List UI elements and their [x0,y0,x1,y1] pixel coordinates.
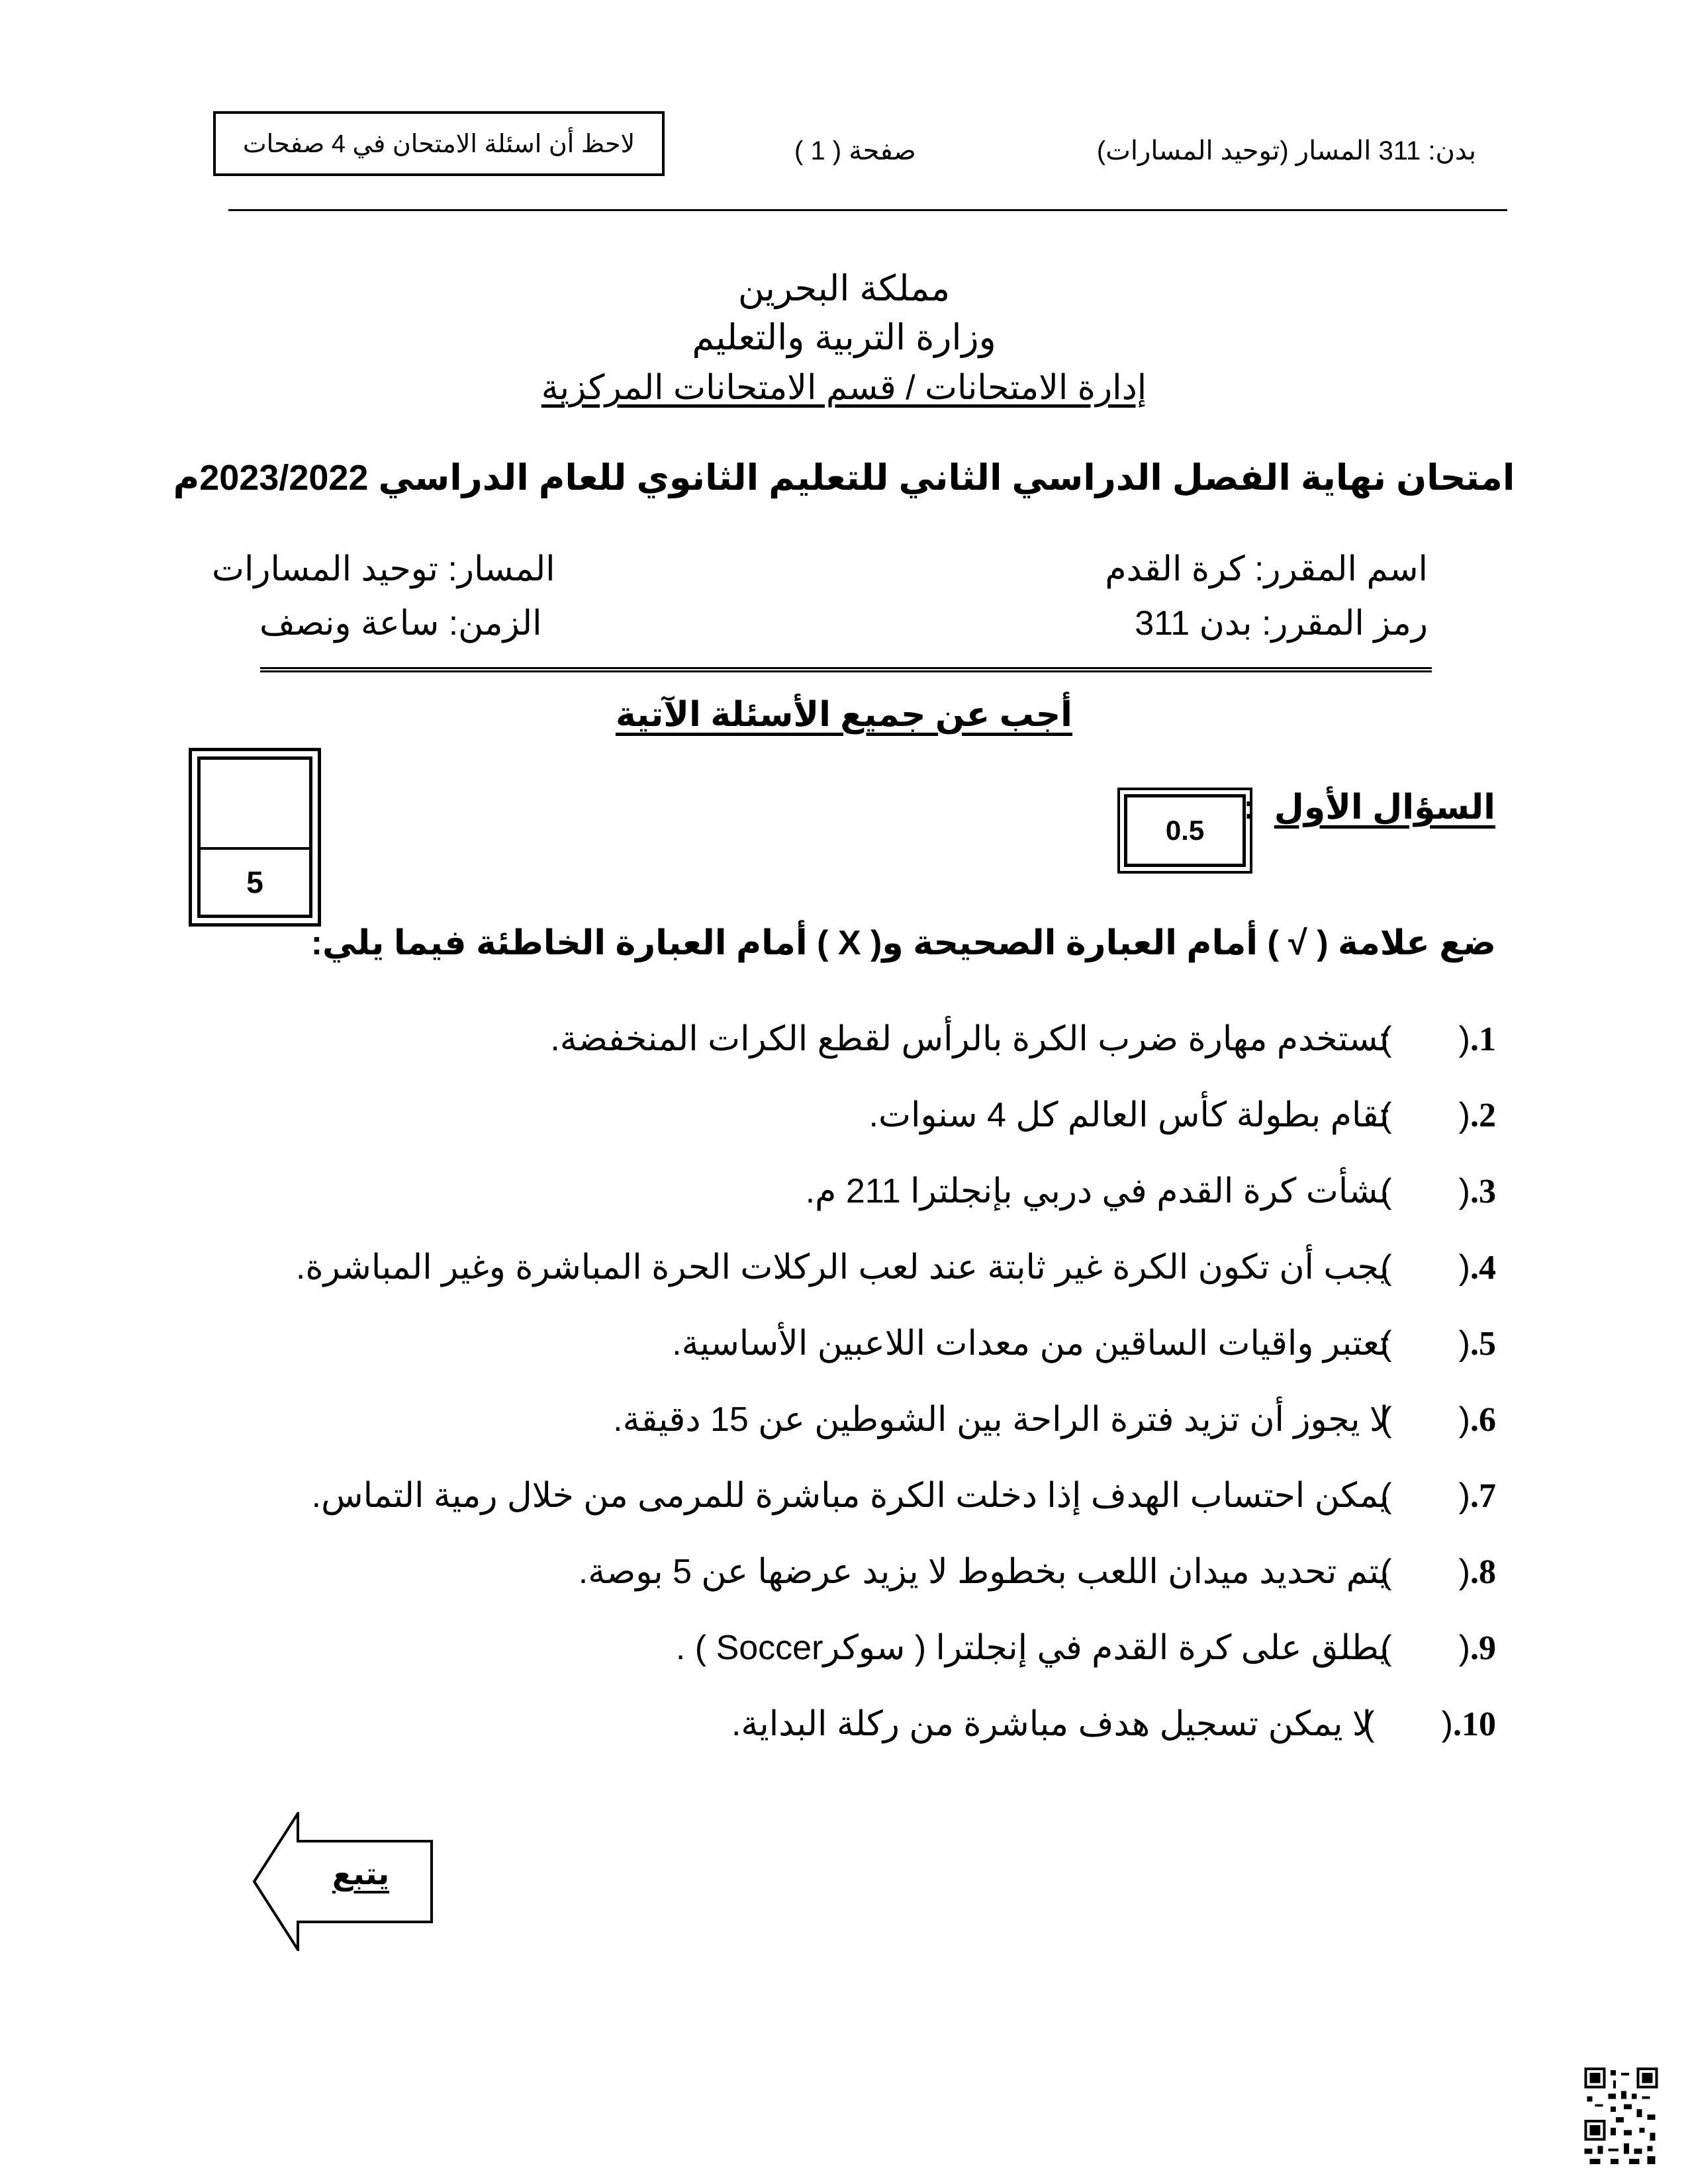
statement-item [676,1628,1496,1668]
statement-item [312,1476,1496,1516]
course-code: رمز المقرر: بدن 311 [1135,604,1428,643]
qr-code-icon [1584,2068,1658,2167]
answer-blank[interactable]: ( ) [1380,1477,1470,1515]
exam-time: الزمن: ساعة ونصف [259,604,542,643]
exam-title: امتحان نهاية الفصل الدراسي الثاني للتعليم الثانوي للعام الدراسي 2023/2022م [173,458,1515,498]
double-divider [260,667,1432,672]
statement-text: تقام بطولة كأس العالم كل 4 سنوات. [868,1096,1389,1134]
answer-blank[interactable]: ( ) [1380,1172,1470,1210]
statement-item [296,1248,1496,1287]
answer-all-text: أجب عن جميع الأسئلة الآتية [615,696,1073,734]
page-count-note [213,111,665,176]
statement-item [579,1552,1496,1592]
statement-item [550,1019,1496,1059]
statement-text: يطلق على كرة القدم في إنجلترا ( سوكرSoccer ) . [675,1629,1389,1667]
course-name: اسم المقرر: كرة القدم [1105,550,1428,588]
score-box-max: 5 [246,865,263,899]
answer-blank[interactable]: ( ) [1380,1629,1470,1667]
statement-text: يتم تحديد ميدان اللعب بخطوط لا يزيد عرضها عن 5 بوصة. [578,1553,1389,1591]
statement-number: 9. [1470,1629,1496,1667]
statement-number: 4. [1470,1249,1496,1287]
question-1-colon: : [1243,788,1255,827]
answer-blank[interactable]: ( ) [1380,1553,1470,1591]
course-track-header: بدن: 311 المسار (توحيد المسارات) [1096,136,1476,165]
statement-text: تعتبر واقيات الساقين من معدات اللاعبين الأساسية. [672,1324,1389,1363]
statement-text: يمكن احتساب الهدف إذا دخلت الكرة مباشرة للمرمى من خلال رمية التماس. [311,1477,1389,1515]
statement-number: 8. [1470,1553,1496,1591]
track: المسار: توحيد المسارات [212,550,555,588]
statement-number: 6. [1470,1401,1496,1439]
answer-blank[interactable]: ( ) [1380,1020,1470,1058]
statement-item [869,1095,1496,1135]
score-box-earned [201,760,309,850]
question-1-title-text: السؤال الأول [1274,788,1495,827]
department-name-text: إدارة الامتحانات / قسم الامتحانات المركزية [541,369,1147,407]
header-divider [228,209,1507,211]
question-1-mark: 0.5 [1124,794,1246,867]
statement-text: يجب أن تكون الكرة غير ثابتة عند لعب الركلات الحرة المباشرة وغير المباشرة. [295,1248,1389,1287]
answer-blank[interactable]: ( ) [1380,1324,1470,1363]
statement-item [672,1324,1496,1363]
statement-text: نشأت كرة القدم في دربي بإنجلترا 211 م. [805,1172,1389,1210]
ministry-name: وزارة التربية والتعليم [692,318,996,357]
answer-blank[interactable]: ( ) [1380,1400,1470,1439]
question-1-mark-box [1117,788,1252,874]
statement-number: 7. [1470,1477,1496,1515]
statement-item [731,1704,1496,1744]
department-name [0,368,1688,408]
statement-item [613,1400,1496,1439]
statement-text: لا يجوز أن تزيد فترة الراحة بين الشوطين عن 15 دقيقة. [613,1400,1389,1439]
answer-all-heading [0,695,1688,735]
answer-blank[interactable]: ( ) [1363,1705,1453,1743]
statement-number: 5. [1470,1325,1496,1363]
question-1-instruction: ضع علامة ( √ ) أمام العبارة الصحيحة و( X ) أمام العبارة الخاطئة فيما يلي: [310,924,1496,962]
question-1-title [1244,788,1495,827]
page-number: صفحة ( 1 ) [794,136,916,165]
continue-label: يتبع [332,1856,390,1891]
statement-item [806,1171,1496,1211]
statement-number: 1. [1470,1021,1496,1058]
statement-number: 10. [1453,1706,1496,1743]
statement-number: 2. [1470,1097,1496,1134]
answer-blank[interactable]: ( ) [1380,1096,1470,1134]
score-box-inner [197,756,312,918]
statement-text: لا يمكن تسجيل هدف مباشرة من ركلة البداية. [731,1705,1372,1743]
kingdom-name: مملكة البحرين [737,269,951,308]
answer-blank[interactable]: ( ) [1380,1248,1470,1287]
statement-number: 3. [1470,1173,1496,1210]
statement-text: تستخدم مهارة ضرب الكرة بالرأس لقطع الكرات المنخفضة. [550,1020,1389,1058]
score-box [189,748,321,927]
page-count-note-text: لاحظ أن اسئلة الامتحان في 4 صفحات [242,130,635,158]
